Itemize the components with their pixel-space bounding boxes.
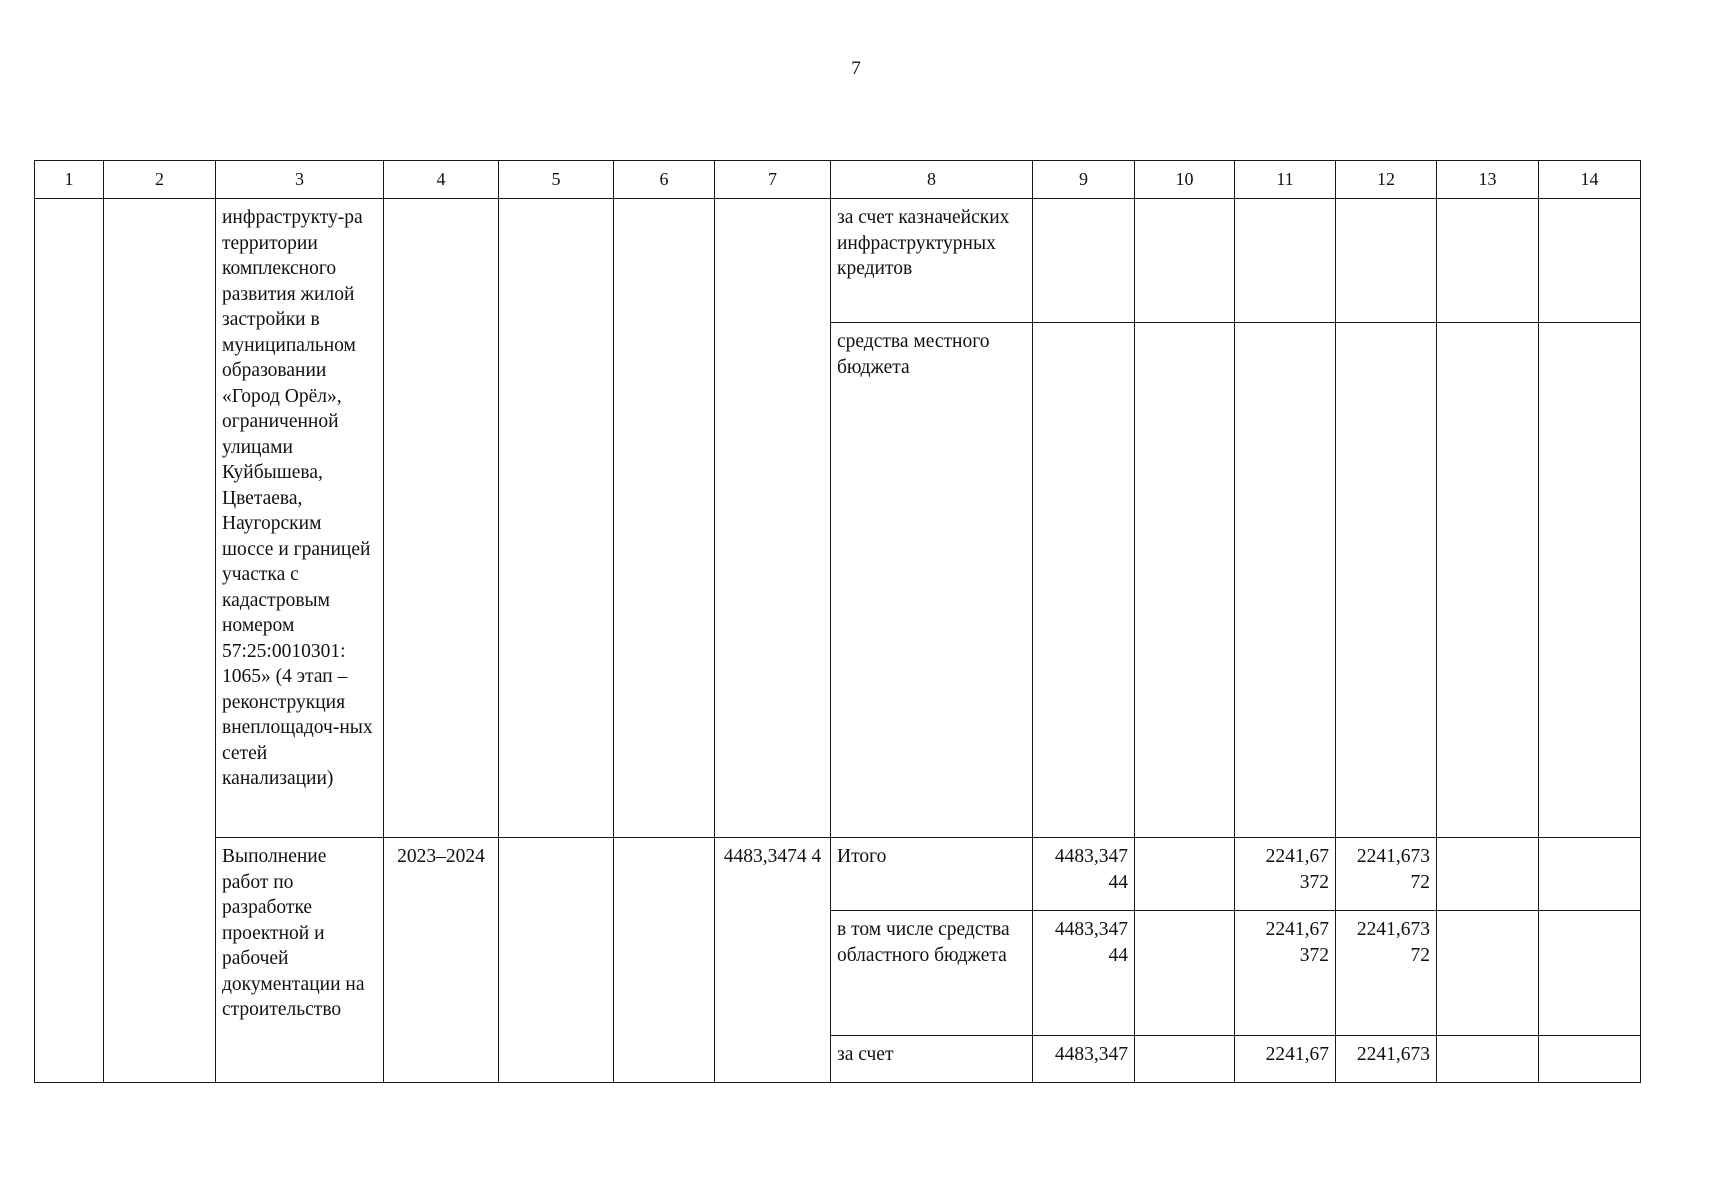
amount-cell: 2241,673 72 (1336, 838, 1437, 911)
cell-empty (614, 838, 715, 1083)
column-header: 9 (1033, 161, 1135, 199)
column-header: 10 (1135, 161, 1235, 199)
column-number-row (35, 161, 1641, 199)
column-header: 4 (384, 161, 499, 199)
column-header: 13 (1437, 161, 1539, 199)
cell-empty (499, 838, 614, 1083)
cell-empty (1539, 911, 1641, 1036)
budget-table (34, 160, 1641, 1083)
column-header: 3 (216, 161, 384, 199)
column-header: 2 (104, 161, 216, 199)
column-header: 7 (715, 161, 831, 199)
amount-cell: 4483,347 (1033, 1036, 1135, 1083)
table-row (35, 199, 1641, 323)
object-description-cell: Выполнение работ по разработке проектной и рабочей документации на строительство (216, 838, 384, 1083)
column-header: 1 (35, 161, 104, 199)
object-description-cell: инфраструкту-ра территории комплексного развития жилой застройки в муниципальном образовании «Город Орёл», ограниченной улицами Куйбышева, Цветаева, Наугорским шоссе и границей участка с кадастровым номером 57:25:0010301: 1065» (4 этап – реконструкция внеплощадоч-ных сетей канализации) (216, 199, 384, 838)
cell-empty (499, 199, 614, 838)
cell-empty (1135, 1036, 1235, 1083)
column-header: 12 (1336, 161, 1437, 199)
table-row (35, 838, 1641, 911)
cell-empty (1437, 838, 1539, 911)
funding-source-cell: в том числе средства областного бюджета (831, 911, 1033, 1036)
cell-empty (1437, 199, 1539, 323)
cell-empty (1539, 838, 1641, 911)
amount-cell: 4483,347 44 (1033, 911, 1135, 1036)
cell-empty (1033, 199, 1135, 323)
cell-empty (715, 199, 831, 838)
column-header: 11 (1235, 161, 1336, 199)
amount-cell: 2241,673 (1336, 1036, 1437, 1083)
cell-empty (35, 199, 104, 1083)
total-cost-cell: 4483,3474 4 (715, 838, 831, 1083)
amount-cell: 4483,347 44 (1033, 838, 1135, 911)
cell-empty (614, 199, 715, 838)
cell-empty (1235, 323, 1336, 838)
cell-empty (104, 199, 216, 1083)
column-header: 14 (1539, 161, 1641, 199)
cell-empty (1336, 323, 1437, 838)
cell-empty (1437, 323, 1539, 838)
cell-empty (384, 199, 499, 838)
cell-empty (1235, 199, 1336, 323)
column-header: 8 (831, 161, 1033, 199)
column-header: 5 (499, 161, 614, 199)
cell-empty (1539, 323, 1641, 838)
cell-empty (1336, 199, 1437, 323)
cell-empty (1539, 1036, 1641, 1083)
page-number: 7 (851, 58, 861, 79)
cell-empty (1135, 911, 1235, 1036)
amount-cell: 2241,67 372 (1235, 911, 1336, 1036)
cell-empty (1033, 323, 1135, 838)
column-header: 6 (614, 161, 715, 199)
cell-empty (1437, 911, 1539, 1036)
cell-empty (1539, 199, 1641, 323)
funding-source-cell: за счет казначейских инфраструктурных кредитов (831, 199, 1033, 323)
funding-source-cell: средства местного бюджета (831, 323, 1033, 838)
cell-empty (1135, 838, 1235, 911)
cell-empty (1135, 199, 1235, 323)
amount-cell: 2241,67 (1235, 1036, 1336, 1083)
period-cell: 2023–2024 (384, 838, 499, 1083)
funding-source-cell: за счет (831, 1036, 1033, 1083)
amount-cell: 2241,673 72 (1336, 911, 1437, 1036)
cell-empty (1437, 1036, 1539, 1083)
funding-source-cell: Итого (831, 838, 1033, 911)
amount-cell: 2241,67 372 (1235, 838, 1336, 911)
cell-empty (1135, 323, 1235, 838)
